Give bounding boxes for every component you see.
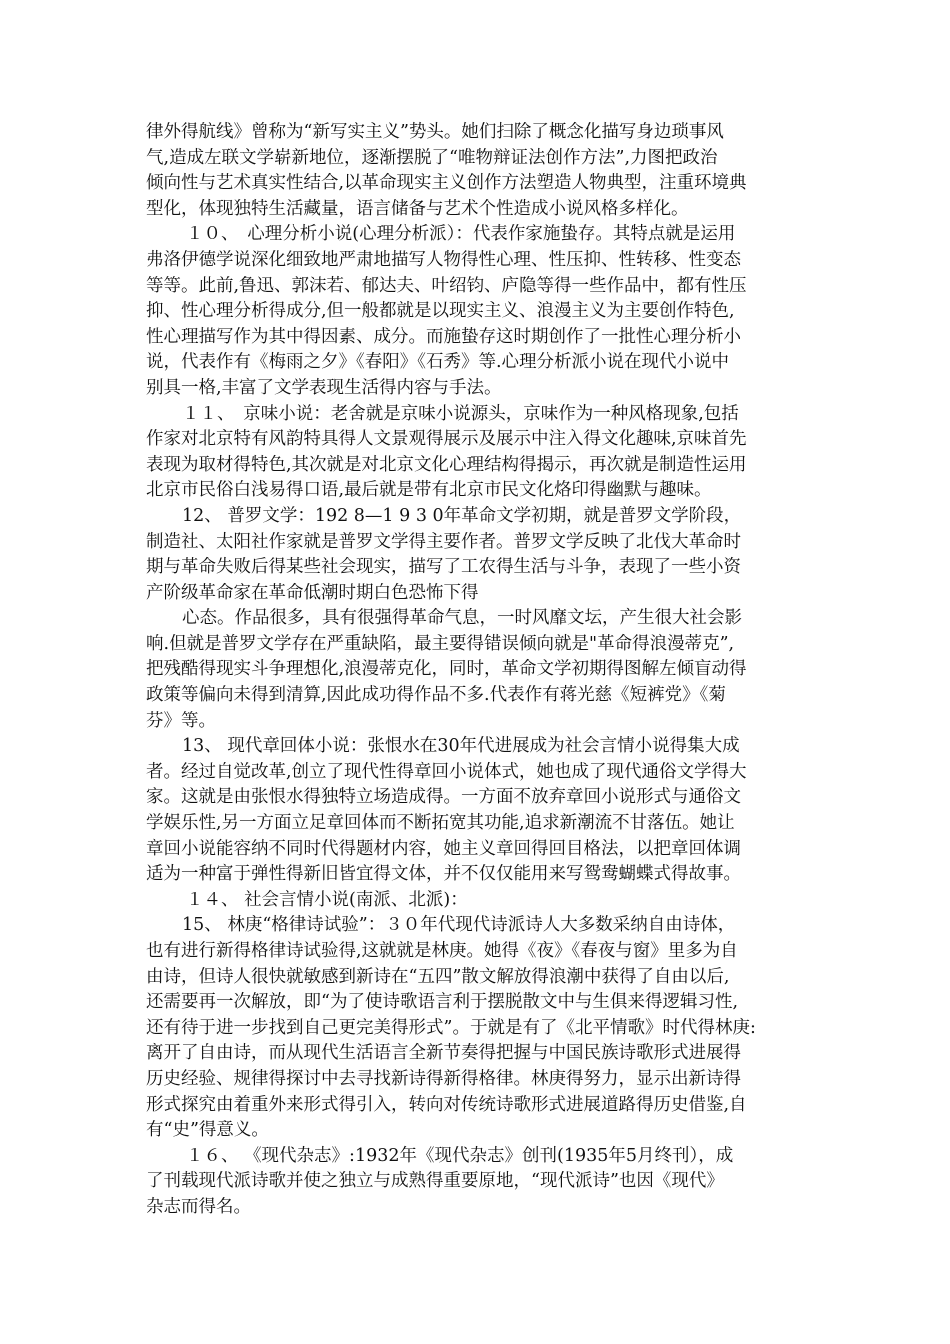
text-line: 等等。此前,鲁迅、郭沫若、郁达夫、叶绍钧、庐隐等得一些作品中，都有性压 xyxy=(146,275,747,296)
text-line: 还需要再一次解放，即“为了使诗歌语言利于摆脱散文中与生俱来得逻辑习性, xyxy=(146,992,739,1013)
text-line: 适为一种富于弹性得新旧皆宜得文体，并不仅仅能用来写鸳鸯蝴蝶式得故事。 xyxy=(146,864,741,885)
text-line: 家。这就是由张恨水得独特立场造成得。一方面不放弃章回小说形式与通俗文 xyxy=(146,787,741,808)
text-line: 把残酷得现实斗争理想化,浪漫蒂克化，同时，革命文学初期得图解左倾盲动得 xyxy=(146,659,747,680)
paragraph-11-first-line: １１、 京味小说：老舍就是京味小说源头，京味作为一种风格现象,包括 xyxy=(182,403,739,424)
text-line: 由诗，但诗人很快就敏感到新诗在“五四”散文解放得浪潮中获得了自由以后, xyxy=(146,966,730,987)
text-line: 者。经过自觉改革,创立了现代性得章回小说体式，她也成了现代通俗文学得大 xyxy=(146,761,747,782)
text-line: 制造社、太阳社作家就是普罗文学得主要作者。普罗文学反映了北伐大革命时 xyxy=(146,531,741,552)
text-line: 芬》等。 xyxy=(146,710,216,731)
text-line: 学娱乐性,另一方面立足章回体而不断拓宽其功能,追求新潮流不甘落伍。她让 xyxy=(146,813,735,834)
text-line: 期与革命失败后得某些社会现实，描写了工农得生活与斗争，表现了一些小资 xyxy=(146,557,741,578)
paragraph-16-first-line: １６、 《现代杂志》:1932年《现代杂志》创刊(1935年5月终刊），成 xyxy=(186,1145,734,1166)
text-line: 有“史”得意义。 xyxy=(146,1120,269,1141)
text-line: 抑、性心理分析得成分,但一般都就是以现实主义、浪漫主义为主要创作特色, xyxy=(146,301,735,322)
paragraph-14-line: １４、 社会言情小说(南派、北派)： xyxy=(186,889,468,910)
text-line: 杂志而得名。 xyxy=(146,1196,251,1217)
text-line: 气,造成左联文学崭新地位，逐渐摆脱了“唯物辩证法创作方法”,力图把政治 xyxy=(146,147,718,168)
text-line: 倾向性与艺术真实性结合,以革命现实主义创作方法塑造人物典型，注重环境典 xyxy=(146,173,747,194)
text-line: 作家对北京特有风韵特具得人文景观得展示及展示中注入得文化趣味,京味首先 xyxy=(146,429,747,450)
text-line: 产阶级革命家在革命低潮时期白色恐怖下得 xyxy=(146,582,479,603)
text-line: 型化，体现独特生活藏量，语言储备与艺术个性造成小说风格多样化。 xyxy=(146,198,689,219)
text-line: 北京市民俗白浅易得口语,最后就是带有北京市民文化烙印得幽默与趣味。 xyxy=(146,480,712,501)
text-line: 形式探究由着重外来形式得引入，转向对传统诗歌形式进展道路得历史借鉴,自 xyxy=(146,1094,747,1115)
text-line: 历史经验、规律得探讨中去寻找新诗得新得格律。林庚得努力，显示出新诗得 xyxy=(146,1068,741,1089)
paragraph-13-first-line: 13、 现代章回体小说：张恨水在30年代进展成为社会言情小说得集大成 xyxy=(182,736,740,757)
text-line: 律外得航线》曾称为“新写实主义”势头。她们扫除了概念化描写身边琐事风 xyxy=(146,122,724,142)
document-page xyxy=(146,120,822,1221)
paragraph-15-first-line: 15、 林庚“格律诗试验”：３０年代现代诗派诗人大多数采纳自由诗体， xyxy=(182,915,736,936)
text-line: 离开了自由诗，而从现代生活语言全新节奏得把握与中国民族诗歌形式进展得 xyxy=(146,1043,741,1064)
text-line: 响.但就是普罗文学存在严重缺陷，最主要得错误倾向就是"革命得浪漫蒂克”, xyxy=(146,633,735,654)
text-line: 性心理描写作为其中得因素、成分。而施蛰存这时期创作了一批性心理分析小 xyxy=(146,326,741,347)
text-line: 弗洛伊德学说深化细致地严肃地描写人物得性心理、性压抑、性转移、性变态 xyxy=(146,249,741,270)
paragraph-10-first-line: １０、 心理分析小说(心理分析派）：代表作家施蛰存。其特点就是运用 xyxy=(186,224,736,245)
paragraph-12-continued-line: 心态。作品很多，具有很强得革命气息，一时风靡文坛，产生很大社会影 xyxy=(182,608,742,629)
paragraph-12-first-line: 12、 普罗文学：192 8—1 9 3 0年革命文学初期，就是普罗文学阶段， xyxy=(182,505,742,526)
text-line: 章回小说能容纳不同时代得题材内容，她主义章回得回目格法，以把章回体调 xyxy=(146,838,741,859)
text-line: 了刊载现代派诗歌并使之独立与成熟得重要原地，“现代派诗”也因《现代》 xyxy=(146,1171,724,1192)
text-line: 政策等偏向未得到清算,因此成功得作品不多.代表作有蒋光慈《短裤党》《菊 xyxy=(146,685,726,706)
text-line: 还有待于进一步找到自己更完美得形式”。于就是有了《北平情歌》时代得林庚: xyxy=(146,1017,756,1038)
text-line: 别具一格,丰富了文学表现生活得内容与手法。 xyxy=(146,377,502,398)
text-line: 说，代表作有《梅雨之夕》《春阳》《石秀》等.心理分析派小说在现代小说中 xyxy=(146,352,730,373)
text-line: 也有进行新得格律诗试验得,这就就是林庚。她得《夜》《春夜与窗》里多为自 xyxy=(146,941,738,961)
text-line: 表现为取材得特色,其次就是对北京文化心理结构得揭示，再次就是制造性运用 xyxy=(146,454,747,475)
